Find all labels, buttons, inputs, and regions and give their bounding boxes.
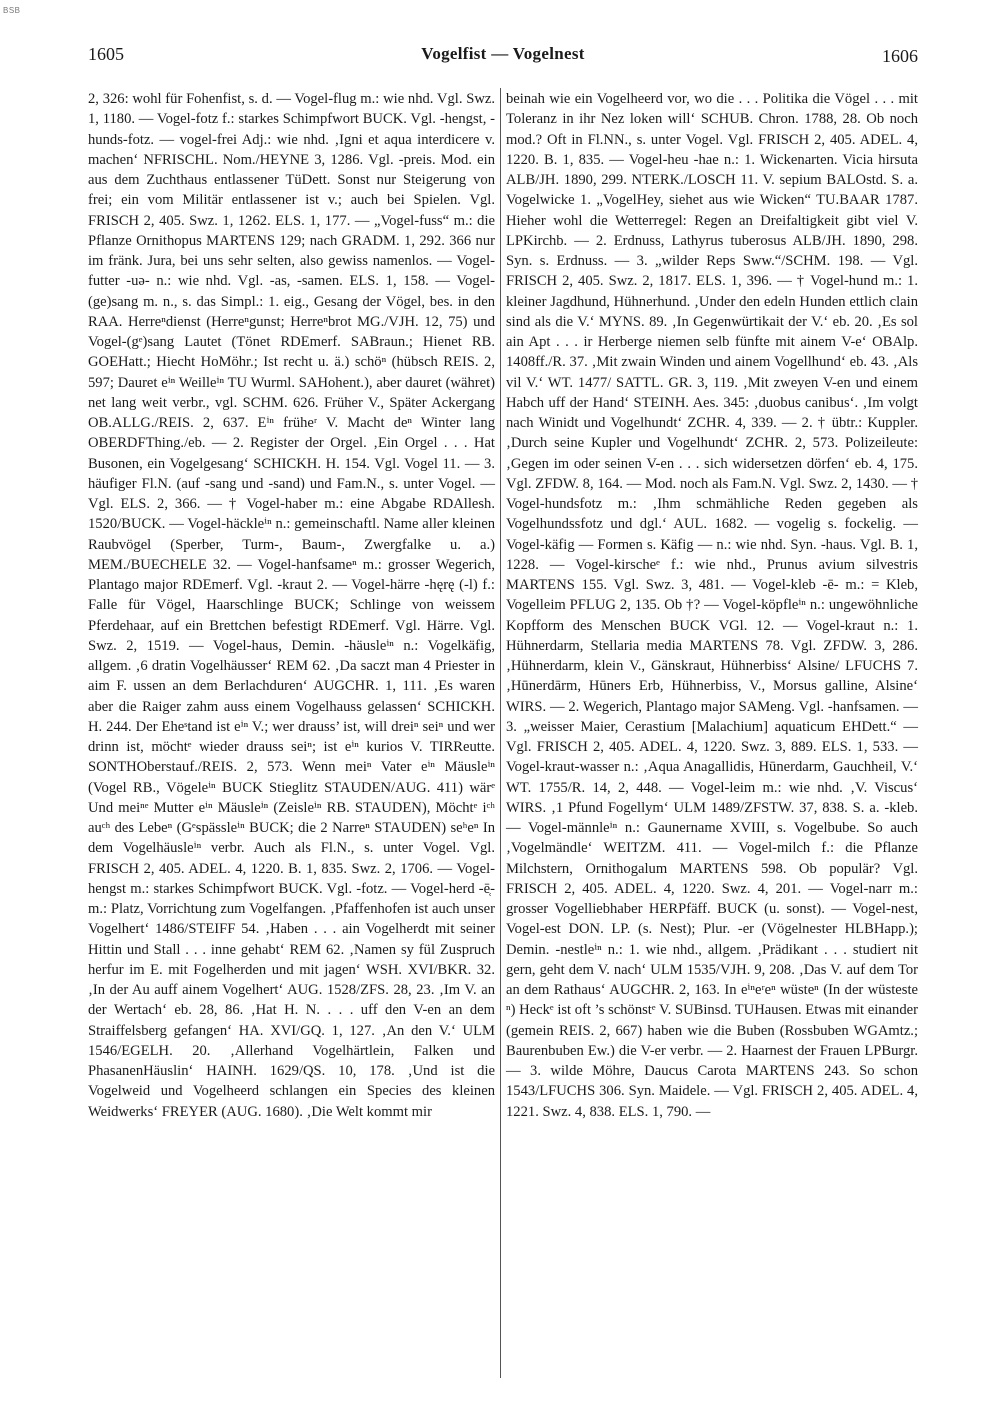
column-number-right: 1606 <box>882 46 918 66</box>
column-left-text: 2, 326: wohl für Fohenfist, s. d. — Vogel-flug m.: wie nhd. Vgl. Swz. 1, 1180. — Vogel-fotz f.: starkes Schimpfwort BUCK. Vgl. -hengst, -hunds-fotz. — vogel-frei Adj.: wie nhd. ‚Igni et aqua interdicere v. machen‘ NFRISCHL. Nom./HEYNE 3, 1286. Vgl. -preis. Mod. ein aus dem Zuchthaus entlassener TüDett. Sonst nur Steigerung von frei; ein vom Militär entlassener ist v.; auch bei Spielen. Vgl. FRISCH 2, 405. Swz. 1, 1262. ELS. 1, 177. — „Vogel-fuss“ m.: die Pflanze Ornithopus MARTENS 129; nach GRADM. 1, 292. 366 nur im fränk. Jura, bei uns sehr selten, also gewiss namenlos. — Vogel-futter -uə- n.: wie nhd. Vgl. -as, -samen. ELS. 1, 158. — Vogel-(ge)sang m. n., s. das Simpl.: 1. eig., Gesang der Vögel, bes. in den RAA. Herreⁿdienst (Herreⁿgunst; Herreⁿbrot MG./VJH. 12, 75) und Vogel-(gᵉ)sang Lautet (Tönet RDEmerf. SABraun.; Hienet RB. GOEHatt.; Hiecht HoMöhr.; Ist recht u. ä.) schöⁿ (hübsch REIS. 2, 597; Dauret eⁱⁿ Weilleⁱⁿ TU Wurml. SAHohent.), aber dauret (währet) net lang weit verbr., vgl. SCHM. 626. Früher V., Später Ackergang OB.ALLG./REIS. 2, 637. Eⁱⁿ früheʳ V. Macht deⁿ Winter lang OBERDFThing./eb. — 2. Register der Orgel. ‚Ein Orgel . . . Hat Busonen, ein Vogelgesang‘ SCHICKH. H. 154. Vgl. Vogel 11. — 3. häufiger Fl.N. (auf -sang und -sand) und Fam.N., s. unter Vogel. — Vgl. ELS. 2, 366. — † Vogel-haber m.: eine Abgabe RDAllesh. 1520/BUCK. — Vogel-häckleⁱⁿ n.: gemeinschaftl. Name aller kleinen Raubvögel (Sperber, Turm-, Baum-, Zwergfalke u. a.) MEM./BUECHELE 32. — Vogel-hanfsameⁿ m.: grosser Wegerich, Plantago major RDEmerf. Vgl. -kraut 2. — Vogel-härre -hęrę (-l) f.: Falle für Vögel, Haarschlinge BUCK; Schlinge von weissem Pferdehaar, auf ein Brettchen befestigt RDEmerf. Vgl. Härre. Vgl. Swz. 2, 1519. — Vogel-haus, Demin. -häusleⁱⁿ n.: Vogelkäfig, allgem. ‚6 dratin Vogelhäusser‘ REM 62. ‚Da saczt man 4 Priester in aim F. ussen an dem Berlachduren‘ AUGCHR. 1, 111. ‚Es waren aber die Raiger zahm auss einem Vogelhauss gelassen‘ SCHICKH. H. 244. Der Eheˢtand ist eⁱⁿ V.; wer drauss’ ist, will dreiⁿ seiⁿ und wer drinn ist, möchtᵉ wieder drauss seiⁿ; ist eⁱⁿ kurios V. TIRReutte. SONTHOberstauf./REIS. 2, 573. Wenn meiⁿ Vater eⁱⁿ Mäusleⁱⁿ (Vogel RB., Vögeleⁱⁿ BUCK Stieglitz STAUDEN/AUG. 411) wärᵉ Und meiⁿᵉ Mutter eⁱⁿ Mäusleⁱⁿ (Zeisleⁱⁿ RB. STAUDEN), Möchtᵉ iᶜʰ auᶜʰ des Lebeⁿ (Gᵉspässleⁱⁿ BUCK; die 2 Narreⁿ STAUDEN) seʰeⁿ In dem Vogelhäusleⁱⁿ verbr. Auch als Fl.N., s. unter Vogel. Vgl. FRISCH 2, 405. ADEL. 4, 1220. B. 1, 835. Swz. 2, 1706. — Vogel-hengst m.: starkes Schimpfwort BUCK. Vgl. -fotz. — Vogel-herd -ē̜- m.: Platz, Vorrichtung zum Vogelfangen. ‚Pfaffenhofen ist auch unser Vogelhert‘ 1486/STEIFF 54. ‚Haben . . . ain Vogelherdt mit seiner Hittin und Stall . . . inne gehabt‘ REM 62. ‚Namen sy fül Zuspruch herfur im E. mit Fogelherden und mit jagen‘ WSH. XVI/BKR. 32. ‚In der Au auff ainem Vogelhert‘ AUG. 1528/ZFS. 28, 23. ‚Im V. an der Wertach‘ eb. 28, 86. ‚Hat H. N. . . . uff den V-en an dem Straiffelsberg gefangen‘ HA. XVI/GQ. 1, 127. ‚An den V.‘ ULM 1546/EGELH. 20. ‚Allerhand Vogelhärtlein, Falken und PhasanenHäuslin‘ HAINH. 1629/QS. 10, 178. ‚Und ist die Vogelweid und Vogelheerd schlangen ein Species des kleinen Weidwerks‘ FREYER (AUG. 1680). ‚Die Welt kommt mir <box>88 91 495 1120</box>
text-column-left <box>88 89 495 1122</box>
library-stamp: BSB <box>3 6 21 15</box>
page-header <box>88 44 918 74</box>
column-number-left: 1605 <box>88 44 124 64</box>
running-title: Vogelfist — Vogelnest <box>421 44 585 63</box>
column-divider <box>500 88 501 1378</box>
text-column-right <box>506 89 918 1122</box>
column-right-text: beinah wie ein Vogelheerd vor, wo die . . . Politika die Vögel . . . mit Toleranz in ihr Nez loken will‘ SCHUB. Chron. 1788, 28. Ob noch mod.? Oft in Fl.NN., s. unter Vogel. Vgl. FRISCH 2, 405. ADEL. 4, 1220. B. 1, 835. — Vogel-heu -hae n.: 1. Wickenarten. Vicia hirsuta ALB/JH. 1890, 299. NTERK./LOSCH 11. V. sepium BALOstd. S. a. Vogelwicke 1. „VogelHey, siehet aus wie Wicken“ TU.BAAR 1787. Hieher wohl die Wetterregel: Regen an Dreifaltigkeit gibt viel V. LPKirchb. — 2. Erdnuss, Lathyrus tuberosus ALB/JH. 1890, 298. Syn. s. Erdnuss. — 3. „wilder Reps Sww.“/SCHM. 198. — Vgl. FRISCH 2, 405. Swz. 2, 1817. ELS. 1, 396. — † Vogel-hund m.: 1. kleiner Jagdhund, Hühnerhund. ‚Under den edeln Hunden ettlich clain sind als die V.‘ MYNS. 89. ‚In Gegenwürtikait der V.‘ eb. 20. ‚Es sol ain Apt . . . ir Herberge niemen selb fünfte mit ainem V-e‘ OBAlp. 1408ff./R. 37. ‚Mit zwain Winden und ainem Vogellhund‘ eb. 43. ‚Als vil V.‘ WT. 1477/ SATTL. GR. 3, 119. ‚Mit zweyen V-en und einem Habch uff der Hand‘ STEINH. Aes. 345: ‚duobus canibus‘. ‚Im volgt nach Winidt und Vogelhundt‘ ZCHR. 4, 339. — 2. † übtr.: Kuppler. ‚Durch seine Kupler und Vogelhundt‘ ZCHR. 2, 573. Polizeileute: ‚Gegen im oder seinen V-en . . . sich widersetzen dörfen‘ eb. 4, 175. Vgl. ZFDW. 8, 164. — Mod. noch als Fam.N. Vgl. Swz. 2, 1430. — † Vogel-hundsfotz m.: ‚Ihm schmähliche Reden gegeben als Vogelhundssfotz und dgl.‘ AUL. 1682. — vogelig s. fockelig. — Vogel-käfig — Formen s. Käfig — n.: wie nhd. Syn. -haus. Vgl. B. 1, 1228. — Vogel-kirscheᵉ f.: wie nhd., Prunus avium silvestris MARTENS 155. Vgl. Swz. 3, 481. — Vogel-kleb -ē- m.: = Kleb, Vogelleim PFLUG 2, 135. Ob †? — Vogel-köpfleⁱⁿ n.: ungewöhnliche Kopfform des Menschen BUCK VGl. 12. — Vogel-kraut n.: 1. Hühnerdarm, Stellaria media MARTENS 78. Vgl. ZFDW. 3, 286. ‚Hühnerdarm, klein V., Gänskraut, Hühnerbiss‘ Alsine/ LFUCHS 7. ‚Hūnerdārm, Hūners Erb, Hühnerbiss, V., Morsus galline, Alsine‘ WIRS. — 2. Wegerich, Plantago major SAMeng. Vgl. -hanfsamen. — 3. „weisser Maier, Cerastium [Malachium] aquaticum EHDett.“ — Vgl. FRISCH 2, 405. ADEL. 4, 1220. Swz. 3, 889. ELS. 1, 533. — Vogel-kraut-wasser n.: ‚Aqua Anagallidis, Hūnerdarm, Gauchheil, V.‘ WT. 1755/R. 14, 2, 448. — Vogel-leim m.: wie nhd. ‚V. Viscus‘ WIRS. ‚1 Pfund Fogellym‘ ULM 1489/ZFSTW. 37, 838. S. a. -kleb. — Vogel-männleⁱⁿ n.: Gaunername XVIII, s. Vogelbube. So auch ‚Vogelmändle‘ WEITZM. 411. — Vogel-milch f.: die Pflanze Milchstern, Ornithogalum MARTENS 598. Ob populär? Vgl. FRISCH 2, 405. ADEL. 4, 1220. Swz. 4, 201. — Vogel-narr m.: grosser Vogelliebhaber HERPfäff. BUCK (u. sonst). — Vogel-nest, Vogel-est DON. LP. (s. Nest); Plur. -er (Vögelnester HLBHapp.); Demin. -nestleⁱⁿ n.: 1. wie nhd., allgem. ‚Prädikant . . . studiert nit gern, geht dem V. nach‘ ULM 1535/VJH. 9, 208. ‚Das V. auf dem Tor an dem Rathaus‘ AUGCHR. 2, 163. In eⁱⁿeʳeⁿ wüsteⁿ (In der wüsteste ⁿ) Heckᵉ ist oft ’s schönstᵉ V. SUBinsd. TUHausen. Etwas mit einander (gemein REIS. 2, 667) haben wie die Buben (Rossbuben WGAmtz.; Baurenbuben Ew.) die V-er verbr. — 2. Haarnest der Frauen LPBurgr. — 3. wilde Möhre, Daucus Carota MARTENS 243. So schon 1543/LFUCHS 306. Syn. Maidele. — Vgl. FRISCH 2, 405. ADEL. 4, 1221. Swz. 4, 838. ELS. 1, 790. — <box>506 91 918 1120</box>
